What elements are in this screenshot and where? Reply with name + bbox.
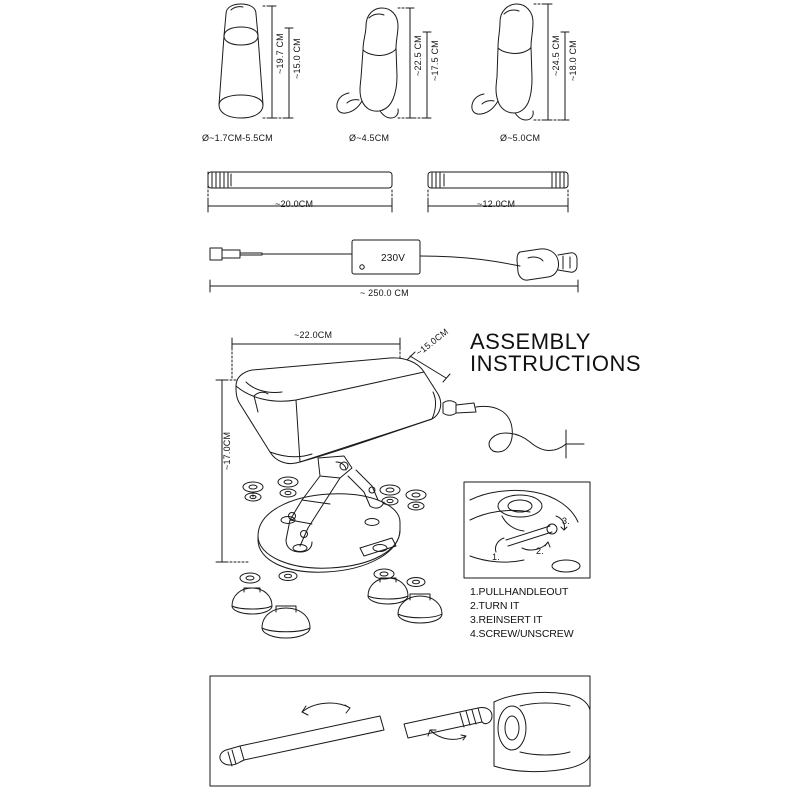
short-rod-drawing [428,172,568,188]
machine-height-label: ~17.0CM [222,431,232,470]
attachment-2-length-outer: ~22.5 CM [413,35,423,76]
attachment-1-length-inner: ~15.0 CM [292,38,302,79]
machine-width-label: ~22.0CM [294,330,333,340]
adapter-voltage-label: 230V [381,253,406,264]
power-cable-length: ~ 250.0 CM [360,288,409,298]
long-rod-drawing [208,172,392,188]
base-plate-drawing [258,494,400,572]
suction-cup-exploded-parts [232,477,442,638]
realistic-attachment-small-drawing [337,8,398,118]
machine-body-drawing [236,358,441,464]
machine-depth-label: ~15.0CM [414,326,451,358]
assembly-step-1: 1.PULLHANDLEOUT [470,586,569,598]
mounting-bracket-drawing [286,456,384,552]
callout-number-3: 3. [562,516,570,526]
callout-number-1: 1. [492,552,500,562]
smooth-attachment-drawing [219,4,263,118]
attachment-3-length-outer: ~24.5 CM [551,35,561,76]
assembly-step-3: 3.REINSERT IT [470,614,543,626]
machine-power-socket-drawing [443,401,584,458]
long-rod-length: ~20.0CM [275,199,314,209]
callout-number-2: 2. [536,546,544,556]
realistic-attachment-large-drawing [472,4,533,120]
assembly-step-2: 2.TURN IT [470,600,520,612]
assembly-step-4: 4.SCREW/UNSCREW [470,628,574,640]
short-rod-length: ~12.0CM [477,199,516,209]
attachment-1-diameter: Ø~1.7CM-5.5CM [202,133,273,143]
rod-insertion-panel-drawing [210,676,590,786]
attachment-3-length-inner: ~18.0 CM [568,40,578,81]
attachment-2-length-inner: ~17.5 CM [430,40,440,81]
assembly-title-line-2: INSTRUCTIONS [470,351,641,376]
handle-detail-panel-drawing [464,482,590,578]
attachment-3-diameter: Ø~5.0CM [500,133,541,143]
machine-dimensions [216,338,450,562]
attachment-2-diameter: Ø~4.5CM [349,133,390,143]
assembly-title-line-1: ASSEMBLY [470,329,591,354]
attachment-1-length-outer: ~19.7 CM [275,33,285,74]
